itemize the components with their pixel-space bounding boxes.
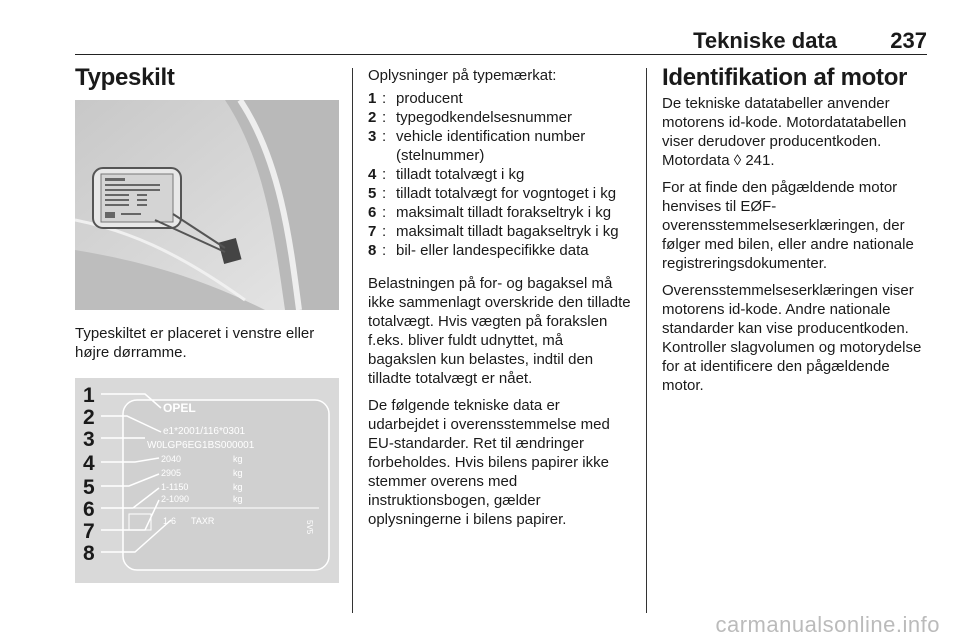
plate-weight-value: 1-1150 [161, 482, 189, 492]
fig-number: 5 [83, 476, 95, 499]
plate-weight-value: 2-1090 [161, 494, 190, 504]
middle-column [368, 66, 632, 529]
door-frame-illustration [75, 100, 339, 310]
plate-approval-number: e1*2001/116*0301 [163, 426, 246, 437]
list-item: 4 : tilladt totalvægt i kg [368, 166, 525, 183]
fig-number: 2 [83, 406, 95, 429]
fig-number: 3 [83, 428, 95, 451]
plate-info-list [368, 89, 632, 260]
plate-weight-value: 2905 [161, 468, 182, 478]
column-divider-2 [646, 68, 647, 613]
list-item: 2 : typegodkendelsesnummer [368, 109, 572, 126]
axle-load-paragraph: Belastningen på for- og bagaksel må ikke sammenlagt overskride den tilladte totalvægt. Hvis vægten på forakslen f.eks. bliver fuldt udnyttet, må bagakslen kun belastes, indtil den tilladte totalvægt er nået. [368, 275, 631, 387]
section-title: Tekniske data [693, 28, 837, 53]
plate-bottom-right: 5V5 [305, 520, 314, 535]
fig-number: 8 [83, 542, 95, 565]
caption-typeskilt: Typeskiltet er placeret i venstre eller højre dørramme. [75, 325, 315, 361]
fig-number: 1 [83, 384, 95, 407]
eu-standards-paragraph: De følgende tekniske data er udarbejdet i overensstemmelse med EU-standarder. Ret til ændringer forbeholdes. Hvis bilens papirer ikke stemmer overens med instruktionsbogen, gælder oplysningerne i bilens papirer. [368, 397, 610, 528]
plate-weight-unit: kg [233, 494, 243, 504]
list-item: 8 : bil- eller landespecifikke data [368, 242, 589, 259]
engine-data-ref-label: Motordata [662, 152, 730, 169]
list-item: 7 : maksimalt tilladt bagakseltryk i kg [368, 223, 619, 240]
list-item: 1 : producent [368, 90, 463, 107]
page-ref-icon: ◊ [733, 152, 742, 169]
plate-brand: OPEL [163, 401, 196, 415]
type-plate-figure [75, 378, 339, 583]
list-item: 3 : vehicle identification number (stelnummer) [368, 128, 586, 164]
plate-bottom-mid: TAXR [191, 516, 215, 526]
plate-weight-value: 2040 [161, 454, 182, 464]
plate-weight-unit: kg [233, 468, 243, 478]
plate-weight-unit: kg [233, 454, 243, 464]
right-column [662, 60, 927, 395]
page-number: 237 [890, 28, 927, 53]
engine-code-paragraph: Overensstemmelseserklæringen viser motorens id-kode. Andre nationale standarder kan vise producentkoden. Kontroller slagvolumen og motorydelse for at identificere den pågældende motor. [662, 282, 922, 394]
fig-number: 6 [83, 498, 95, 521]
list-item: 5 : tilladt totalvægt for vogntoget i kg [368, 185, 617, 202]
engine-id-paragraph: De tekniske datatabeller anvender motorens id-kode. Motordatatabellen viser derudover producentkoden. Motordata ◊ 241. [662, 95, 907, 169]
page-header [75, 26, 927, 55]
plate-vin: W0LGP6EG1BS000001 [147, 440, 255, 451]
plate-bottom-left: 1-6 [163, 516, 177, 526]
fig-number: 4 [83, 452, 95, 475]
heading-typeskilt: Typeskilt [75, 64, 175, 91]
list-intro: Oplysninger på typemærkat: [368, 67, 557, 84]
heading-engine-id: Identifikation af motor [662, 64, 908, 91]
fig-number: 7 [83, 520, 95, 543]
watermark: carmanualsonline.info [715, 612, 940, 637]
door-frame-photo [75, 100, 339, 310]
column-divider-1 [352, 68, 353, 613]
plate-weight-unit: kg [233, 482, 243, 492]
list-item: 6 : maksimalt tilladt forakseltryk i kg [368, 204, 612, 221]
conformity-paragraph: For at finde den pågældende motor henvises til EØF-overensstemmelseserklæringen, der følger med bilen, eller andre nationale registreringsdokumenter. [662, 179, 914, 272]
left-column [75, 60, 340, 98]
engine-data-link[interactable]: 241. [745, 152, 775, 169]
type-plate-diagram [75, 378, 339, 583]
